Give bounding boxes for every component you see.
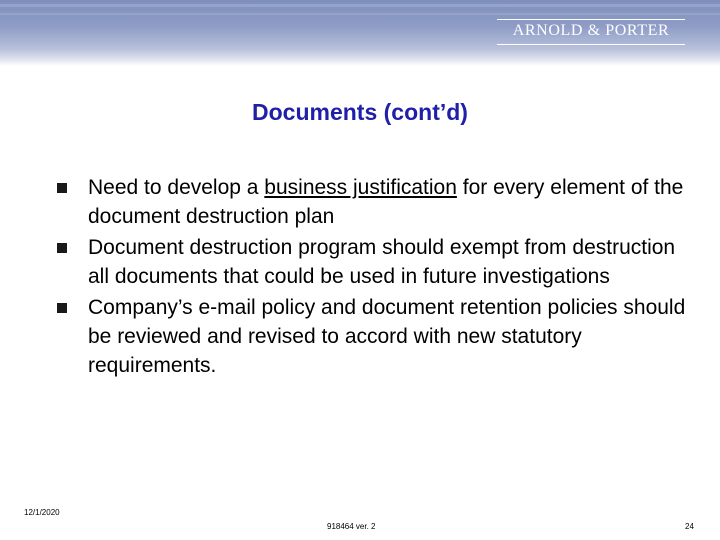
firm-logo-text: ARNOLD & PORTER [512,22,670,39]
bullet-text-end: for every element of the document destruction plan [88,176,684,228]
slide-title: Documents (cont’d) [252,99,468,125]
bullet-text-underlined: business justification [264,176,457,199]
header-stripe [0,13,720,15]
firm-logo [497,19,685,45]
bullet-item [57,233,697,291]
bullet-text: Company’s e-mail policy and document retention policies should be reviewed and revised to accord with new statutory requirements. [88,296,686,377]
square-bullet-icon [57,183,67,193]
bullet-item [57,293,697,380]
bullet-text: Document destruction program should exempt from destruction all documents that could be used in future investigations [88,236,676,288]
square-bullet-icon [57,243,67,253]
bullet-list [57,173,697,382]
header-stripe [0,4,720,7]
footer-document-id: 918464 ver. 2 [327,522,376,531]
header-band [0,0,720,66]
page-number: 24 [685,522,694,531]
footer-date: 12/1/2020 [24,508,60,517]
square-bullet-icon [57,303,67,313]
bullet-item [57,173,697,231]
bullet-text-start: Need to develop a [88,176,265,199]
